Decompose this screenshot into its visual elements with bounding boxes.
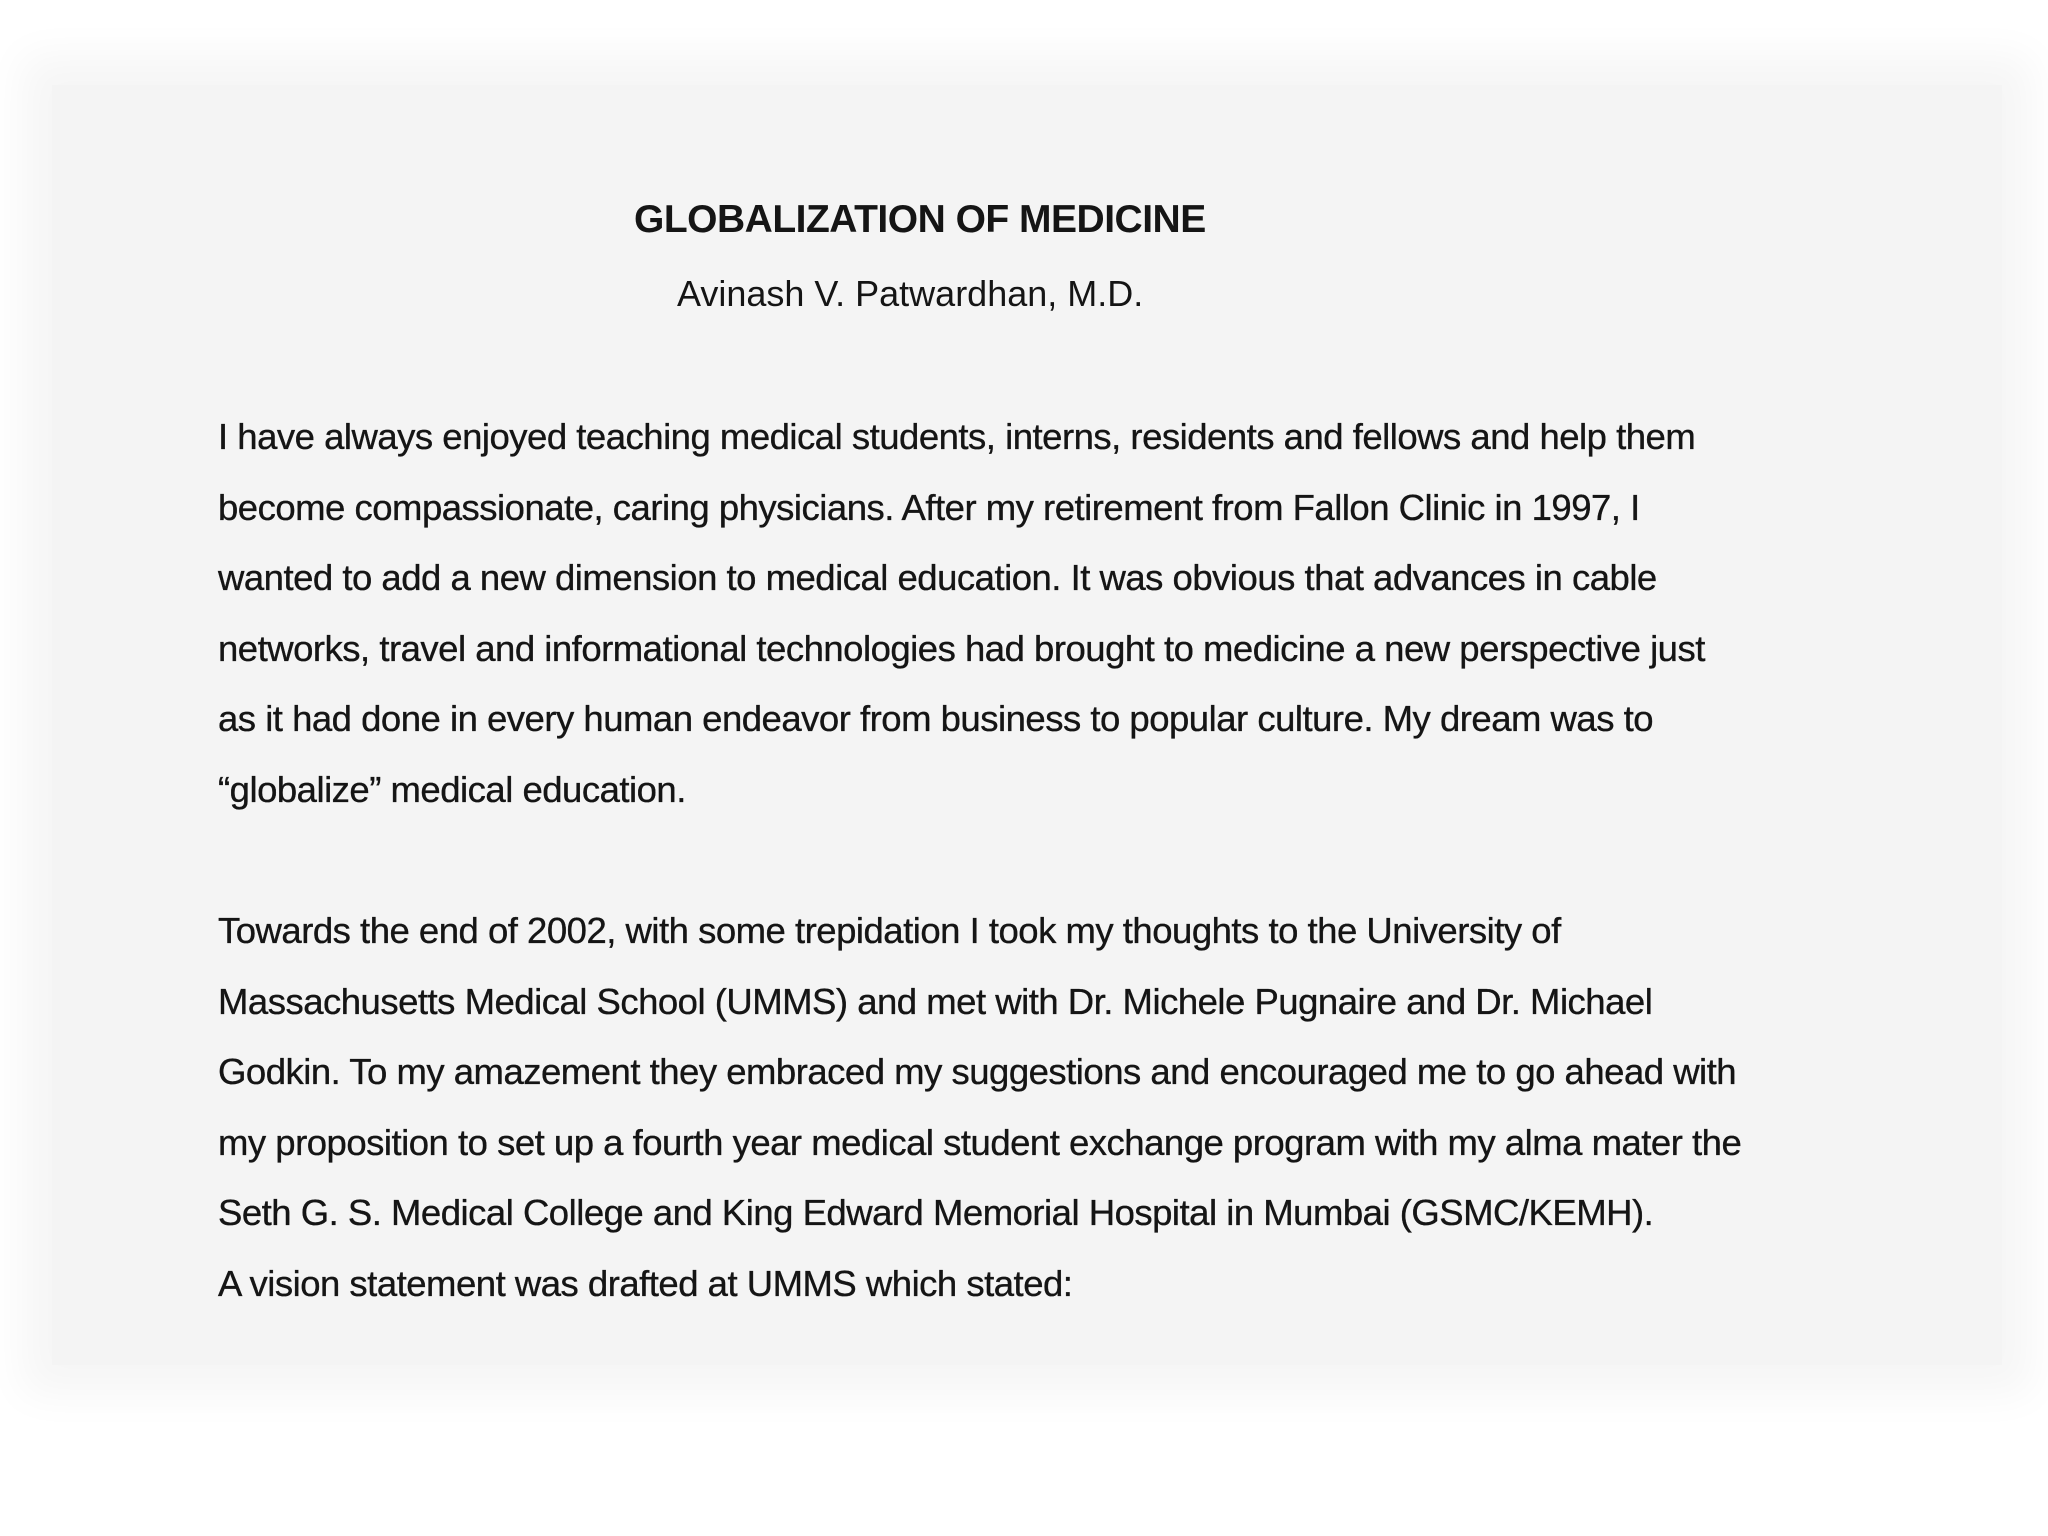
- text-line: Seth G. S. Medical College and King Edward Memorial Hospital in Mumbai (GSMC/KEMH).: [218, 1192, 1654, 1233]
- text-line: become compassionate, caring physicians. After my retirement from Fallon Clinic in 1997, I: [218, 486, 1640, 528]
- text-line: as it had done in every human endeavor from business to popular culture. My dream was to: [218, 698, 1654, 739]
- text-line: I have always enjoyed teaching medical students, interns, residents and fellows and help them: [218, 416, 1696, 457]
- text-line: wanted to add a new dimension to medical education. It was obvious that advances in cable: [218, 557, 1657, 598]
- paragraph-1: [218, 402, 1705, 825]
- paragraph-2: [218, 896, 1741, 1319]
- text-line: networks, travel and informational technologies had brought to medicine a new perspective just: [218, 627, 1705, 669]
- text-line: Towards the end of 2002, with some trepidation I took my thoughts to the University of: [218, 910, 1561, 951]
- text-line: “globalize” medical education.: [218, 768, 686, 810]
- text-line: Godkin. To my amazement they embraced my suggestions and encouraged me to go ahead with: [218, 1051, 1737, 1092]
- text-line: my proposition to set up a fourth year medical student exchange program with my alma mater the: [218, 1121, 1742, 1163]
- document-title: GLOBALIZATION OF MEDICINE: [634, 198, 1206, 241]
- document-author: Avinash V. Patwardhan, M.D.: [677, 273, 1144, 314]
- text-line: Massachusetts Medical School (UMMS) and met with Dr. Michele Pugnaire and Dr. Michael: [218, 980, 1653, 1022]
- text-line: A vision statement was drafted at UMMS which stated:: [218, 1262, 1073, 1304]
